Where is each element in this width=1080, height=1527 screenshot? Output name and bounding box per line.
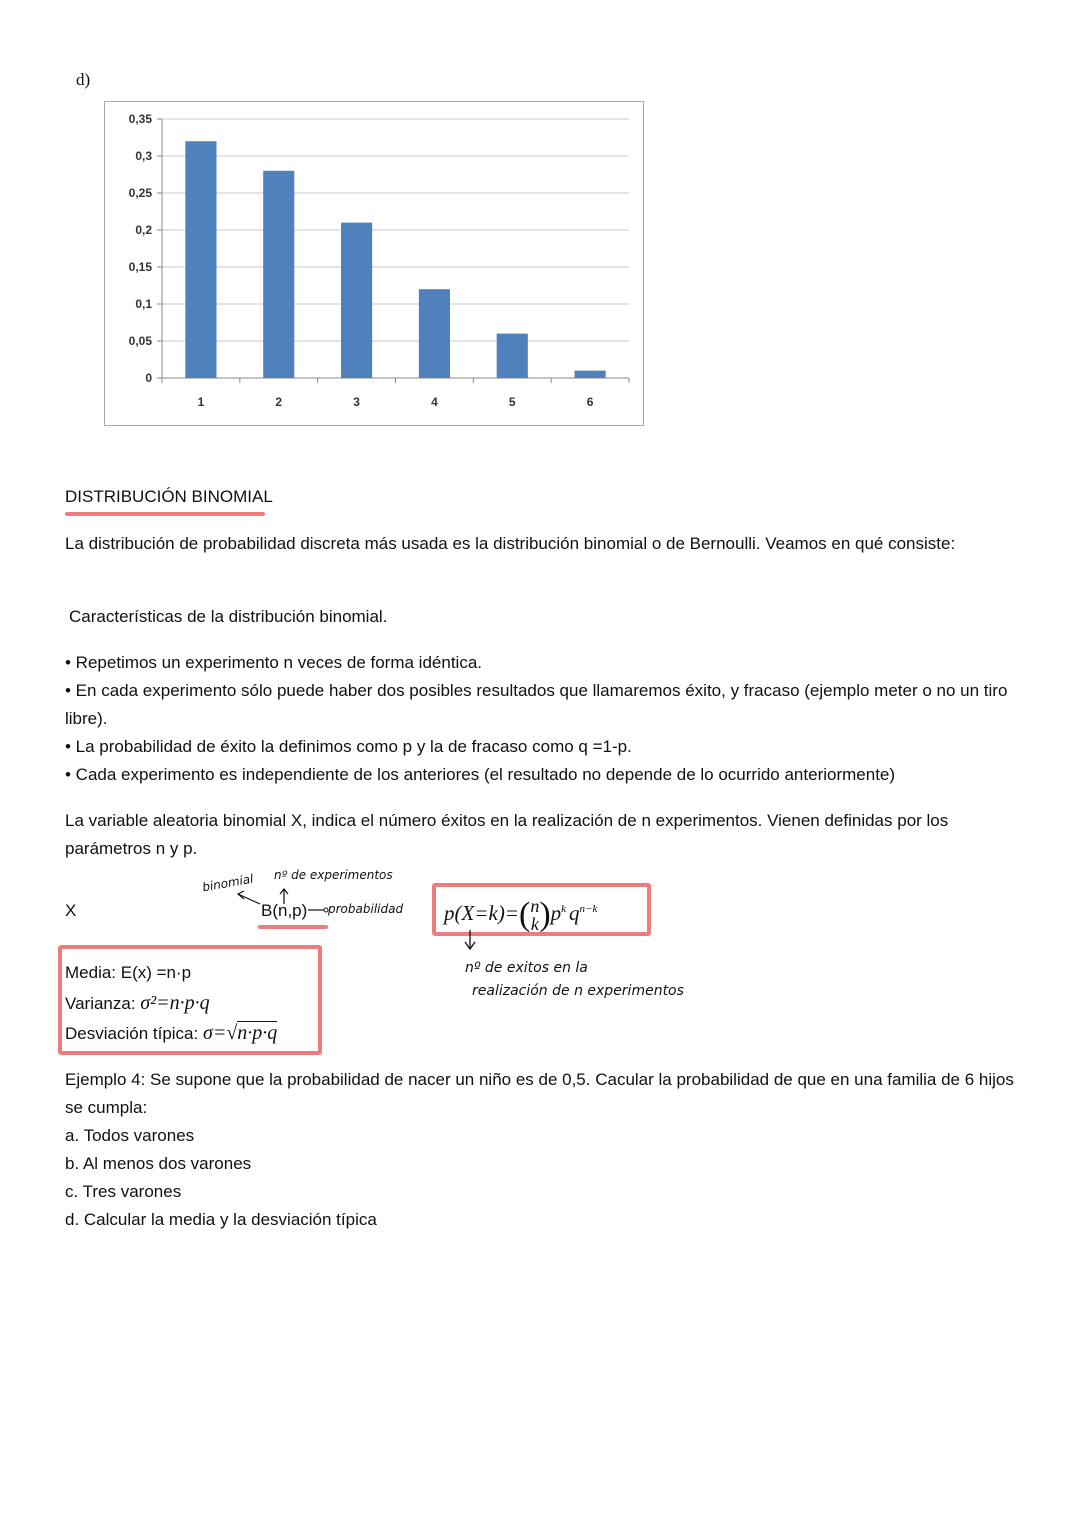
varianza-line xyxy=(65,989,210,1018)
formula-p-exp: k xyxy=(561,903,567,915)
x-tick-label: 2 xyxy=(275,395,283,409)
formula-q: q xyxy=(569,901,580,925)
list-item: a. Todos varones xyxy=(65,1126,195,1145)
y-tick-label: 0,3 xyxy=(135,149,152,163)
annotation-exitos-2: realización de n experimentos xyxy=(472,983,684,999)
stats-box xyxy=(58,945,322,1055)
formula-p: p xyxy=(550,901,562,925)
y-tick-label: 0,15 xyxy=(128,260,152,274)
varianza-label: Varianza: xyxy=(65,994,141,1013)
x-tick-label: 1 xyxy=(197,395,205,409)
formula-q-exp: n−k xyxy=(579,903,598,915)
y-tick-label: 0,05 xyxy=(128,334,152,348)
desviacion-line xyxy=(65,1019,277,1048)
list-item: • En cada experimento sólo puede haber dos posibles resultados que llamaremos éxito, y fracaso (ejemplo meter o no un tiro libre). xyxy=(65,681,1008,728)
list-item: • La probabilidad de éxito la definimos como p y la de fracaso como q =1-p. xyxy=(65,737,632,756)
annotation-probabilidad: probabilidad xyxy=(328,902,404,916)
list-item: d. Calcular la media y la desviación típica xyxy=(65,1210,377,1229)
characteristics-list xyxy=(65,649,1015,789)
desviacion-radicand: n·p·q xyxy=(237,1022,278,1044)
bar xyxy=(419,289,450,378)
variable-x: X xyxy=(65,901,77,920)
left-paren: ( xyxy=(518,896,531,934)
section-label: d) xyxy=(76,70,91,89)
media-line: Media: E(x) =n·p xyxy=(65,963,192,982)
x-tick-label: 3 xyxy=(353,395,360,409)
notation-underline xyxy=(258,925,328,929)
desviacion-label: Desviación típica: xyxy=(65,1024,203,1043)
y-tick-label: 0,35 xyxy=(128,112,152,126)
desviacion-lhs: σ= xyxy=(202,1022,227,1044)
heading-underline xyxy=(65,512,265,516)
annotation-experimentos: nº de experimentos xyxy=(274,868,393,882)
y-tick-label: 0,2 xyxy=(135,223,152,237)
bar xyxy=(497,334,528,378)
coef-k: k xyxy=(530,914,539,935)
list-item: b. Al menos dos varones xyxy=(65,1154,252,1173)
x-tick-label: 6 xyxy=(586,395,594,409)
bar xyxy=(185,141,216,378)
bar-chart-svg xyxy=(105,102,645,427)
variable-paragraph: La variable aleatoria binomial X, indica el número éxitos en la realización de n experimentos. Vienen definidas por los parámetros n y p. xyxy=(65,811,949,858)
bar xyxy=(575,371,606,378)
binomial-notation: B(n,p) xyxy=(261,901,308,920)
binomial-formula xyxy=(444,892,597,933)
example-statement: Ejemplo 4: Se supone que la probabilidad de nacer un niño es de 0,5. Cacular la probabilidad de que en una familia de 6 hijos se cumpla: xyxy=(65,1070,1014,1117)
y-tick-label: 0 xyxy=(145,371,152,385)
annotation-binomial: binomial xyxy=(201,871,255,895)
varianza-formula: σ²=n·p·q xyxy=(140,992,210,1014)
list-item: c. Tres varones xyxy=(65,1182,182,1201)
formula-lhs: p(X=k)= xyxy=(444,901,519,925)
subheading: Características de la distribución binomial. xyxy=(69,607,388,626)
right-paren: ) xyxy=(539,896,551,934)
list-item: • Cada experimento es independiente de los anteriores (el resultado no depende de lo ocurrido anteriormente) xyxy=(65,765,896,784)
x-tick-label: 5 xyxy=(508,395,516,409)
bar-chart xyxy=(104,101,644,426)
y-tick-label: 0,1 xyxy=(135,297,152,311)
down-arrow-icon xyxy=(460,928,484,954)
coef-n: n xyxy=(530,896,540,917)
x-tick-label: 4 xyxy=(431,395,438,409)
annotation-exitos-1: nº de exitos en la xyxy=(465,960,588,976)
list-item: • Repetimos un experimento n veces de forma idéntica. xyxy=(65,653,482,672)
y-tick-label: 0,25 xyxy=(128,186,152,200)
example-list xyxy=(65,1122,377,1234)
bar xyxy=(263,171,294,378)
sqrt-icon: √ xyxy=(226,1022,238,1044)
binomial-coefficient xyxy=(530,897,539,933)
intro-paragraph: La distribución de probabilidad discreta más usada es la distribución binomial o de Bernoulli. Veamos en qué consiste: xyxy=(65,534,956,553)
bar xyxy=(341,223,372,378)
section-heading: DISTRIBUCIÓN BINOMIAL xyxy=(65,487,273,506)
